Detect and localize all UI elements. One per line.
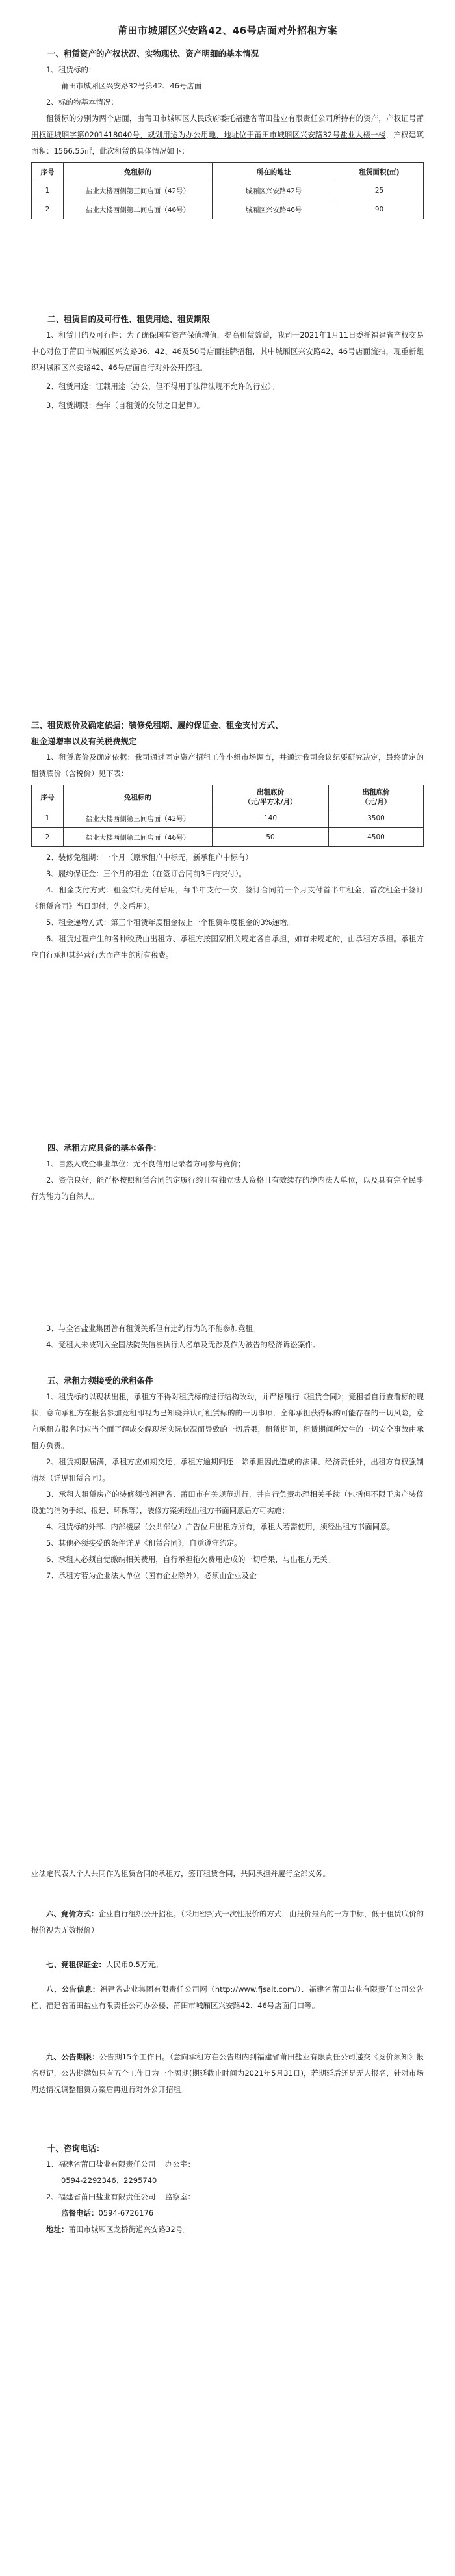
s3-paragraph-1: 1、租赁底价及确定依据：我司通过固定资产招租工作小组市场调查，并通过我司会议纪要研究决定，最终确定的租赁底价（含税价）见下表： xyxy=(31,753,424,778)
s5-paragraph-4: 4、租赁标的外部、内部楼层（公共部位）广告位归出租方所有，承租人若需使用，须经出租方书面同意。 xyxy=(46,1522,395,1531)
table-row xyxy=(32,828,424,847)
asset-table xyxy=(31,162,424,219)
contact-2-phone: 监督电话：0594-6726176 xyxy=(61,2208,154,2218)
s2-paragraph-2: 2、租赁用途：证载用途（办公，但不得用于法律法规不允许的行业）。 xyxy=(46,382,280,391)
section-9 xyxy=(31,2049,424,2098)
table-header: 免租标的 xyxy=(64,163,213,181)
s2-paragraph-1: 1、租赁目的及可行性：为了确保国有资产保值增值，提高租赁效益，我司于2021年1月11日委托福建省产权交易中心对位于莆田市城厢区兴安路36、42、46及50号店面挂牌招租，其中城厢区兴安路42、46号店面流拍，现重新组织对城厢区兴安路42、46号店面自行对外公开招租。 xyxy=(31,330,424,372)
table-header: 序号 xyxy=(32,785,64,809)
s1-item-1-value: 莆田市城厢区兴安路32号第42、46号店面 xyxy=(61,81,202,90)
table-cell: 140 xyxy=(213,809,329,828)
contact-2: 2、福建省莆田盐业有限责任公司 监察室： xyxy=(46,2192,195,2201)
table-cell: 2 xyxy=(32,828,64,847)
section-2-heading: 二、租赁目的及可行性、租赁用途、租赁期限 xyxy=(47,314,211,324)
section-5-continued xyxy=(31,1866,424,1882)
table-header: 出租底价 （元/平方米/月） xyxy=(213,785,329,809)
s4-paragraph-4: 4、竞租人未被列入全国法院失信被执行人名单及无涉及作为被告的经济诉讼案件。 xyxy=(46,1340,320,1349)
section-2 xyxy=(31,311,424,414)
s5-paragraph-8: 业法定代表人个人共同作为租赁合同的承租方，签订租赁合同，共同承担并履行全部义务。 xyxy=(31,1869,330,1878)
table-row xyxy=(32,200,424,219)
section-4-continued xyxy=(31,1321,424,1353)
section-4-heading: 四、承租方应具备的基本条件： xyxy=(47,1143,162,1153)
section-3 xyxy=(31,717,424,963)
s3-paragraph-5: 5、租金递增方式：第三个租赁年度租金按上一个租赁年度租金的3%递增。 xyxy=(46,918,295,927)
section-5 xyxy=(31,1373,424,1584)
s7-paragraph: 七、竞租保证金：人民币0.5万元。 xyxy=(46,1960,163,1969)
table-cell: 4500 xyxy=(329,828,424,847)
s5-paragraph-3: 3、承租人租赁房产的装修须按福建省、莆田市有关规范进行，并自行负责办理相关手续（包括但不限于房产装修设施的消防手续、报建、环保等），装修方案须经出租方书面同意后方可实施； xyxy=(31,1490,424,1515)
section-7 xyxy=(31,1957,424,1973)
table-cell: 城厢区兴安路46号 xyxy=(213,200,335,219)
table-cell: 50 xyxy=(213,828,329,847)
s3-paragraph-4: 4、租金支付方式：租金实行先付后用，每半年支付一次，签订合同前一个月支付首半年租金，首次租金于签订《租赁合同》当日即付，先交后用）。 xyxy=(31,885,424,911)
table-cell: 盐业大楼西侧第三间店面（42号） xyxy=(64,181,213,200)
s1-paragraph: 租赁标的分别为两个店面，由莆田市城厢区人民政府委托福建省莆田盐业有限责任公司所持有的资产，产权证号莆田权证城厢字第0201418040号，规划用途为办公用地，地址位于莆田市城厢区兴安路32号盐业大楼一楼，产权建筑面积：1566.55㎡，此次租赁的具体情况如下： xyxy=(31,114,424,155)
s2-paragraph-3: 3、租赁期限：叁年（自租赁的交付之日起算）。 xyxy=(46,401,205,410)
s3-paragraph-6: 6、租赁过程产生的各种税费由出租方、承租方按国家相关规定各自承担，如有未规定的，由承租方承担。承租方应自行承担其经营行为而产生的所有税费。 xyxy=(31,934,424,959)
s5-paragraph-6: 6、承租人必须自觉缴纳相关费用，自行承担拖欠费用造成的一切后果，与出租方无关。 xyxy=(46,1555,335,1564)
s1-item-2-label: 2、标的物基本情况： xyxy=(46,98,118,107)
section-10 xyxy=(31,2140,424,2238)
table-row xyxy=(32,809,424,828)
s9-paragraph: 九、公告期限：公告期15个工作日。（意向承租方在公告期内到福建省莆田盐业有限责任公司递交《竞价须知》报名登记，公告期满如只有五个工作日为一个周期(期延截止时间为2021年5月31日)，若期延后还是无人报名，针对市场周边情况调整租赁方案后再进行对外公开招租。 xyxy=(31,2052,424,2094)
s5-paragraph-1: 1、租赁标的以现状出租，承租方不得对租赁标的进行结构改动，并严格履行《租赁合同》；竞租者自行查看标的现状，意向承租方在报名参加竞租即视为已知晓并认可租赁标的的一切事项，全部承担获得标的可能存在的一切风险，意向承租方报名时应当全面了解成交解现场实际状况而导致的一切后果，租赁期间，租赁期间所发生的一切安全事故由承租方负责。 xyxy=(31,1392,424,1450)
contact-address: 地址：莆田市城厢区龙桥街道兴安路32号。 xyxy=(46,2225,190,2234)
s3-paragraph-3: 3、履约保证金：三个月的租金（在签订合同前3日内交付）。 xyxy=(46,869,246,878)
table-cell: 盐业大楼西侧第三间店面（42号） xyxy=(64,809,213,828)
s4-paragraph-1: 1、自然人或企事业单位：无不良信用记录者方可参与竞价； xyxy=(46,1159,246,1168)
table-row xyxy=(32,181,424,200)
table-header: 出租底价 （元/月） xyxy=(329,785,424,809)
section-10-heading: 十、咨询电话： xyxy=(47,2143,105,2153)
section-3-heading: 三、租赁底价及确定依据；装修免租期、履约保证金、租金支付方式、 租金递增率以及有关税费规定 xyxy=(31,720,283,746)
s5-paragraph-2: 2、租赁期限届满，承租方应如期交还，承租方逾期归还，除承担因此造成的法律、经济责任外，出租方有权强制清场（详见租赁合同）。 xyxy=(31,1457,424,1483)
price-table xyxy=(31,785,424,847)
section-6-heading: 六、竞价方式： xyxy=(46,1909,99,1918)
contact-1: 1、福建省莆田盐业有限责任公司 办公室： xyxy=(46,2160,195,2169)
section-8 xyxy=(31,1981,424,2014)
document-title: 莆田市城厢区兴安路42、46号店面对外招租方案 xyxy=(117,25,338,36)
s5-paragraph-7: 7、承租方若为企业法人单位（国有企业除外），必须由企业及企 xyxy=(46,1571,257,1580)
table-header-row xyxy=(32,163,424,181)
table-cell: 盐业大楼西侧第二间店面（46号） xyxy=(64,200,213,219)
table-header: 租赁面积(㎡) xyxy=(335,163,424,181)
s4-paragraph-3: 3、与全省盐业集团曾有租赁关系但有违约行为的不能参加竞租。 xyxy=(46,1324,261,1333)
table-cell: 1 xyxy=(32,809,64,828)
contact-1-phone: 0594-2292346、2295740 xyxy=(61,2176,157,2185)
s8-paragraph: 八、公告信息：福建省盐业集团有限责任公司网（http://www.fjsalt.com/）、福建省莆田盐业有限责任公司公告栏、福建省莆田盐业有限责任公司办公楼、莆田市城厢区兴安路42、46号店面门口等。 xyxy=(31,1985,424,2010)
table-cell: 城厢区兴安路42号 xyxy=(213,181,335,200)
section-9-heading: 九、公告期限： xyxy=(46,2052,99,2061)
section-8-heading: 八、公告信息： xyxy=(46,1985,100,1994)
section-6 xyxy=(31,1906,424,1939)
table-header: 免租标的 xyxy=(64,785,213,809)
table-cell: 1 xyxy=(32,181,64,200)
table-cell: 3500 xyxy=(329,809,424,828)
section-7-heading: 七、竞租保证金： xyxy=(46,1960,106,1969)
s6-paragraph: 六、竞价方式：企业自行组织公开招租。（采用密封式一次性报价的方式，由报价最高的一方中标，低于租赁底价的报价视为无效报价） xyxy=(31,1909,424,1935)
section-5-heading: 五、承租方须接受的承租条件 xyxy=(47,1376,153,1386)
section-4 xyxy=(31,1140,424,1205)
table-header: 所在的地址 xyxy=(213,163,335,181)
table-header: 序号 xyxy=(32,163,64,181)
table-cell: 90 xyxy=(335,200,424,219)
table-cell: 25 xyxy=(335,181,424,200)
table-cell: 2 xyxy=(32,200,64,219)
table-cell: 盐业大楼西侧第二间店面（46号） xyxy=(64,828,213,847)
s4-paragraph-2: 2、资信良好，能严格按照租赁合同的定履行约且有独立法人资格且有效续存的境内法人单位，以及具有完全民事行为能力的自然人。 xyxy=(31,1175,424,1201)
website-link[interactable]: http://www.fjsalt.com/ xyxy=(214,1985,297,1994)
section-1 xyxy=(31,46,424,219)
s3-paragraph-2: 2、装修免租期：一个月（原承租户中标无，新承租户中标有） xyxy=(46,853,253,862)
table-header-row xyxy=(32,785,424,809)
s5-paragraph-5: 5、其他必须接受的条件详见《租赁合同》，自觉遵守约定。 xyxy=(46,1538,242,1548)
s1-item-1-label: 1、租赁标的： xyxy=(46,65,96,74)
section-1-heading: 一、租赁资产的产权状况、实物现状、资产明细的基本情况 xyxy=(47,49,259,59)
